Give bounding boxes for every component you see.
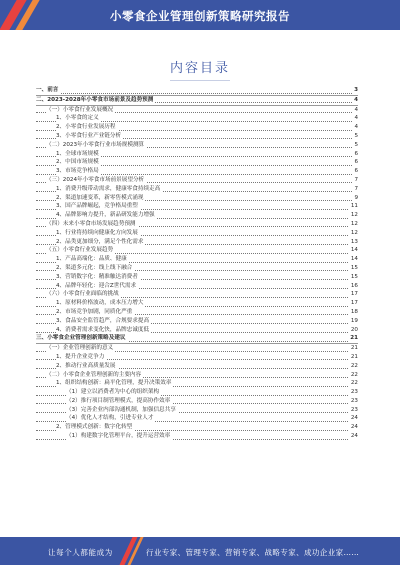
toc-entry-page: 19: [350, 317, 358, 324]
toc-entry-page: 14: [350, 247, 358, 254]
toc-entry-page: 23: [350, 389, 358, 396]
toc-entry-label: （2）推行项目制管理模式，提高协作效率: [66, 397, 171, 404]
toc-entry[interactable]: [36, 299, 358, 308]
toc-entry-page: 16: [350, 282, 358, 289]
toc-entry-page: 11: [350, 203, 358, 210]
toc-entry[interactable]: [36, 432, 358, 441]
toc-entry[interactable]: [36, 255, 358, 264]
toc-entry[interactable]: [36, 334, 358, 344]
toc-entry[interactable]: [36, 158, 358, 167]
toc-entry-page: 4: [354, 115, 358, 122]
toc-entry-label: （1）建立以消费者为中心的组织架构: [66, 389, 160, 396]
toc-entry-label: 3、营销数字化：精准触达消费者: [56, 273, 138, 280]
toc-entry-page: 17: [350, 291, 358, 298]
toc-entry-label: 1、产品高端化：品质、健康: [56, 256, 127, 263]
toc-entry[interactable]: [36, 353, 358, 362]
toc-entry[interactable]: [36, 185, 358, 194]
toc-entry[interactable]: [36, 414, 358, 423]
toc-entry-label: 3、小零食行业产业链分析: [56, 132, 122, 139]
toc-entry-label: （三）2024年小零食市场前景展望分析: [46, 176, 145, 183]
toc-entry-label: （四）未来小零食市场发展趋势预测: [46, 220, 136, 227]
toc-entry[interactable]: [36, 371, 358, 380]
toc-title: 内容目录: [0, 57, 400, 81]
toc-entry[interactable]: [36, 344, 358, 353]
toc-entry-label: （六）小零食行业面临的挑战: [46, 291, 119, 298]
toc-entry[interactable]: [36, 106, 358, 115]
toc-entry-label: 1、提升企业竞争力: [56, 353, 105, 360]
toc-entry[interactable]: [36, 246, 358, 255]
toc-entry-label: 2、中国市场规模: [56, 159, 99, 166]
toc-entry[interactable]: [36, 362, 358, 371]
toc-entry-page: 5: [354, 132, 358, 139]
toc-entry-page: 4: [354, 106, 358, 113]
toc-entry[interactable]: [36, 141, 358, 150]
toc-entry-page: 6: [354, 150, 358, 157]
toc-entry[interactable]: [36, 238, 358, 247]
toc-entry[interactable]: [36, 194, 358, 203]
toc-entry-page: 3: [354, 87, 358, 93]
toc-entry[interactable]: [36, 132, 358, 141]
toc-entry-page: 17: [350, 300, 358, 307]
toc-entry[interactable]: [36, 220, 358, 229]
toc-entry-label: 2、渠道多元化：线上线下融合: [56, 264, 133, 271]
toc-entry[interactable]: [36, 150, 358, 159]
toc-entry[interactable]: [36, 86, 358, 96]
toc-entry[interactable]: [36, 167, 358, 176]
toc-entry-label: 2、渠道加速变革，新零售模式涌现: [56, 194, 144, 201]
toc-entry-label: 二、2023-2028年小零食市场前景及趋势预测: [36, 96, 154, 103]
toc-entry-page: 12: [350, 220, 358, 227]
report-title: 小零食企业管理创新策略研究报告: [110, 9, 290, 23]
toc-entry-label: （4）优化人才结构，引进专业人才: [66, 415, 154, 422]
toc-entry-page: 6: [354, 159, 358, 166]
toc-entry-label: 1、消费升级带动需求，健康零食持续走高: [56, 185, 161, 192]
toc-entry-page: 13: [350, 238, 358, 245]
page-header: [0, 0, 400, 30]
toc-entry-page: 22: [350, 380, 358, 387]
toc-entry-label: 3、国产品牌崛起，竞争格局重塑: [56, 203, 138, 210]
toc-entry-page: 7: [354, 185, 358, 192]
footer-tagline: 行业专家、管理专家、营销专家、战略专家、成功企业家……: [146, 548, 360, 557]
toc-entry[interactable]: [36, 290, 358, 299]
toc-entry-label: 1、全球市场规模: [56, 150, 99, 157]
toc-entry[interactable]: [36, 202, 358, 211]
toc-entry[interactable]: [36, 326, 358, 335]
toc-entry-label: 4、品牌影响力提升，新品研发能力增强: [56, 212, 155, 219]
toc-entry-label: 3、市场竞争格局: [56, 168, 99, 175]
toc-entry-page: 22: [350, 371, 358, 378]
table-of-contents: [36, 86, 358, 441]
toc-entry[interactable]: [36, 229, 358, 238]
toc-entry-label: 3、食品安全监管趋严，合规要求提高: [56, 317, 150, 324]
toc-entry-page: 21: [350, 345, 358, 352]
toc-entry-page: 15: [350, 273, 358, 280]
toc-entry[interactable]: [36, 308, 358, 317]
toc-entry-page: 12: [350, 229, 358, 236]
toc-entry-label: 2、小零食行业发展历程: [56, 124, 116, 131]
toc-entry-page: 20: [350, 326, 358, 333]
toc-entry[interactable]: [36, 388, 358, 397]
toc-entry-page: 22: [350, 362, 358, 369]
toc-entry-label: 1、小零食的定义: [56, 115, 99, 122]
toc-entry[interactable]: [36, 176, 358, 185]
toc-entry-label: 4、消费者需求变化快，品牌忠诚度低: [56, 326, 150, 333]
toc-entry[interactable]: [36, 96, 358, 106]
toc-entry-label: 三、小零食企业管理创新策略及建议: [36, 335, 126, 342]
toc-entry-label: （五）小零食行业发展趋势: [46, 247, 114, 254]
toc-entry-page: 14: [350, 256, 358, 263]
page-footer: [0, 537, 400, 565]
toc-entry-label: 一、前言: [36, 87, 59, 93]
toc-entry-page: 24: [350, 415, 358, 422]
toc-entry-label: （3）完善企业内部沟通机制，加强信息共享: [66, 406, 176, 413]
toc-entry-label: （二）小零食企业管理创新的主要内容: [46, 371, 142, 378]
toc-entry-label: 2、推动行业高质量发展: [56, 362, 116, 369]
toc-entry-label: （二）2023年小零食行业市场规模测算: [46, 141, 145, 148]
toc-entry-page: 5: [354, 141, 358, 148]
toc-entry-label: （一）小零食行业发展概况: [46, 106, 114, 113]
toc-entry[interactable]: [36, 114, 358, 123]
toc-entry[interactable]: [36, 123, 358, 132]
toc-entry-page: 4: [354, 96, 358, 103]
toc-entry[interactable]: [36, 273, 358, 282]
footer-slogan: 让每个人都能成为: [48, 548, 113, 557]
toc-entry-label: （1）构建数字化管理平台，提升运营效率: [66, 433, 171, 440]
toc-entry-page: 18: [350, 308, 358, 315]
toc-entry[interactable]: [36, 423, 358, 432]
toc-entry-page: 6: [354, 168, 358, 175]
toc-entry-page: 24: [350, 424, 358, 431]
toc-entry-label: 1、原材料价格波动，成本压力增大: [56, 300, 144, 307]
toc-entry-label: 2、市场竞争加剧，同质化严重: [56, 308, 133, 315]
toc-entry-page: 12: [350, 212, 358, 219]
toc-entry[interactable]: [36, 379, 358, 388]
toc-entry-label: （一）企业管理创新的意义: [46, 345, 114, 352]
toc-entry[interactable]: [36, 282, 358, 291]
toc-entry[interactable]: [36, 406, 358, 415]
toc-entry-label: 1、组织结构创新：扁平化管理，提升决策效率: [56, 380, 172, 387]
toc-entry-page: 23: [350, 397, 358, 404]
toc-entry-page: 21: [350, 335, 358, 342]
toc-entry-page: 7: [354, 176, 358, 183]
toc-entry-page: 15: [350, 264, 358, 271]
toc-entry[interactable]: [36, 317, 358, 326]
toc-entry-label: 1、行业将持续向健康化方向发展: [56, 229, 138, 236]
toc-entry[interactable]: [36, 264, 358, 273]
toc-entry-page: 23: [350, 406, 358, 413]
toc-entry-page: 24: [350, 433, 358, 440]
toc-entry-page: 9: [354, 194, 358, 201]
toc-entry-label: 2、品类更加细分，满足个性化需求: [56, 238, 144, 245]
toc-entry[interactable]: [36, 211, 358, 220]
toc-entry-page: 21: [350, 353, 358, 360]
toc-entry-label: 4、品牌年轻化：迎合Z世代需求: [56, 282, 137, 289]
toc-entry[interactable]: [36, 397, 358, 406]
toc-entry-label: 2、管理模式创新：数字化转型: [56, 424, 133, 431]
toc-entry-page: 4: [354, 124, 358, 131]
